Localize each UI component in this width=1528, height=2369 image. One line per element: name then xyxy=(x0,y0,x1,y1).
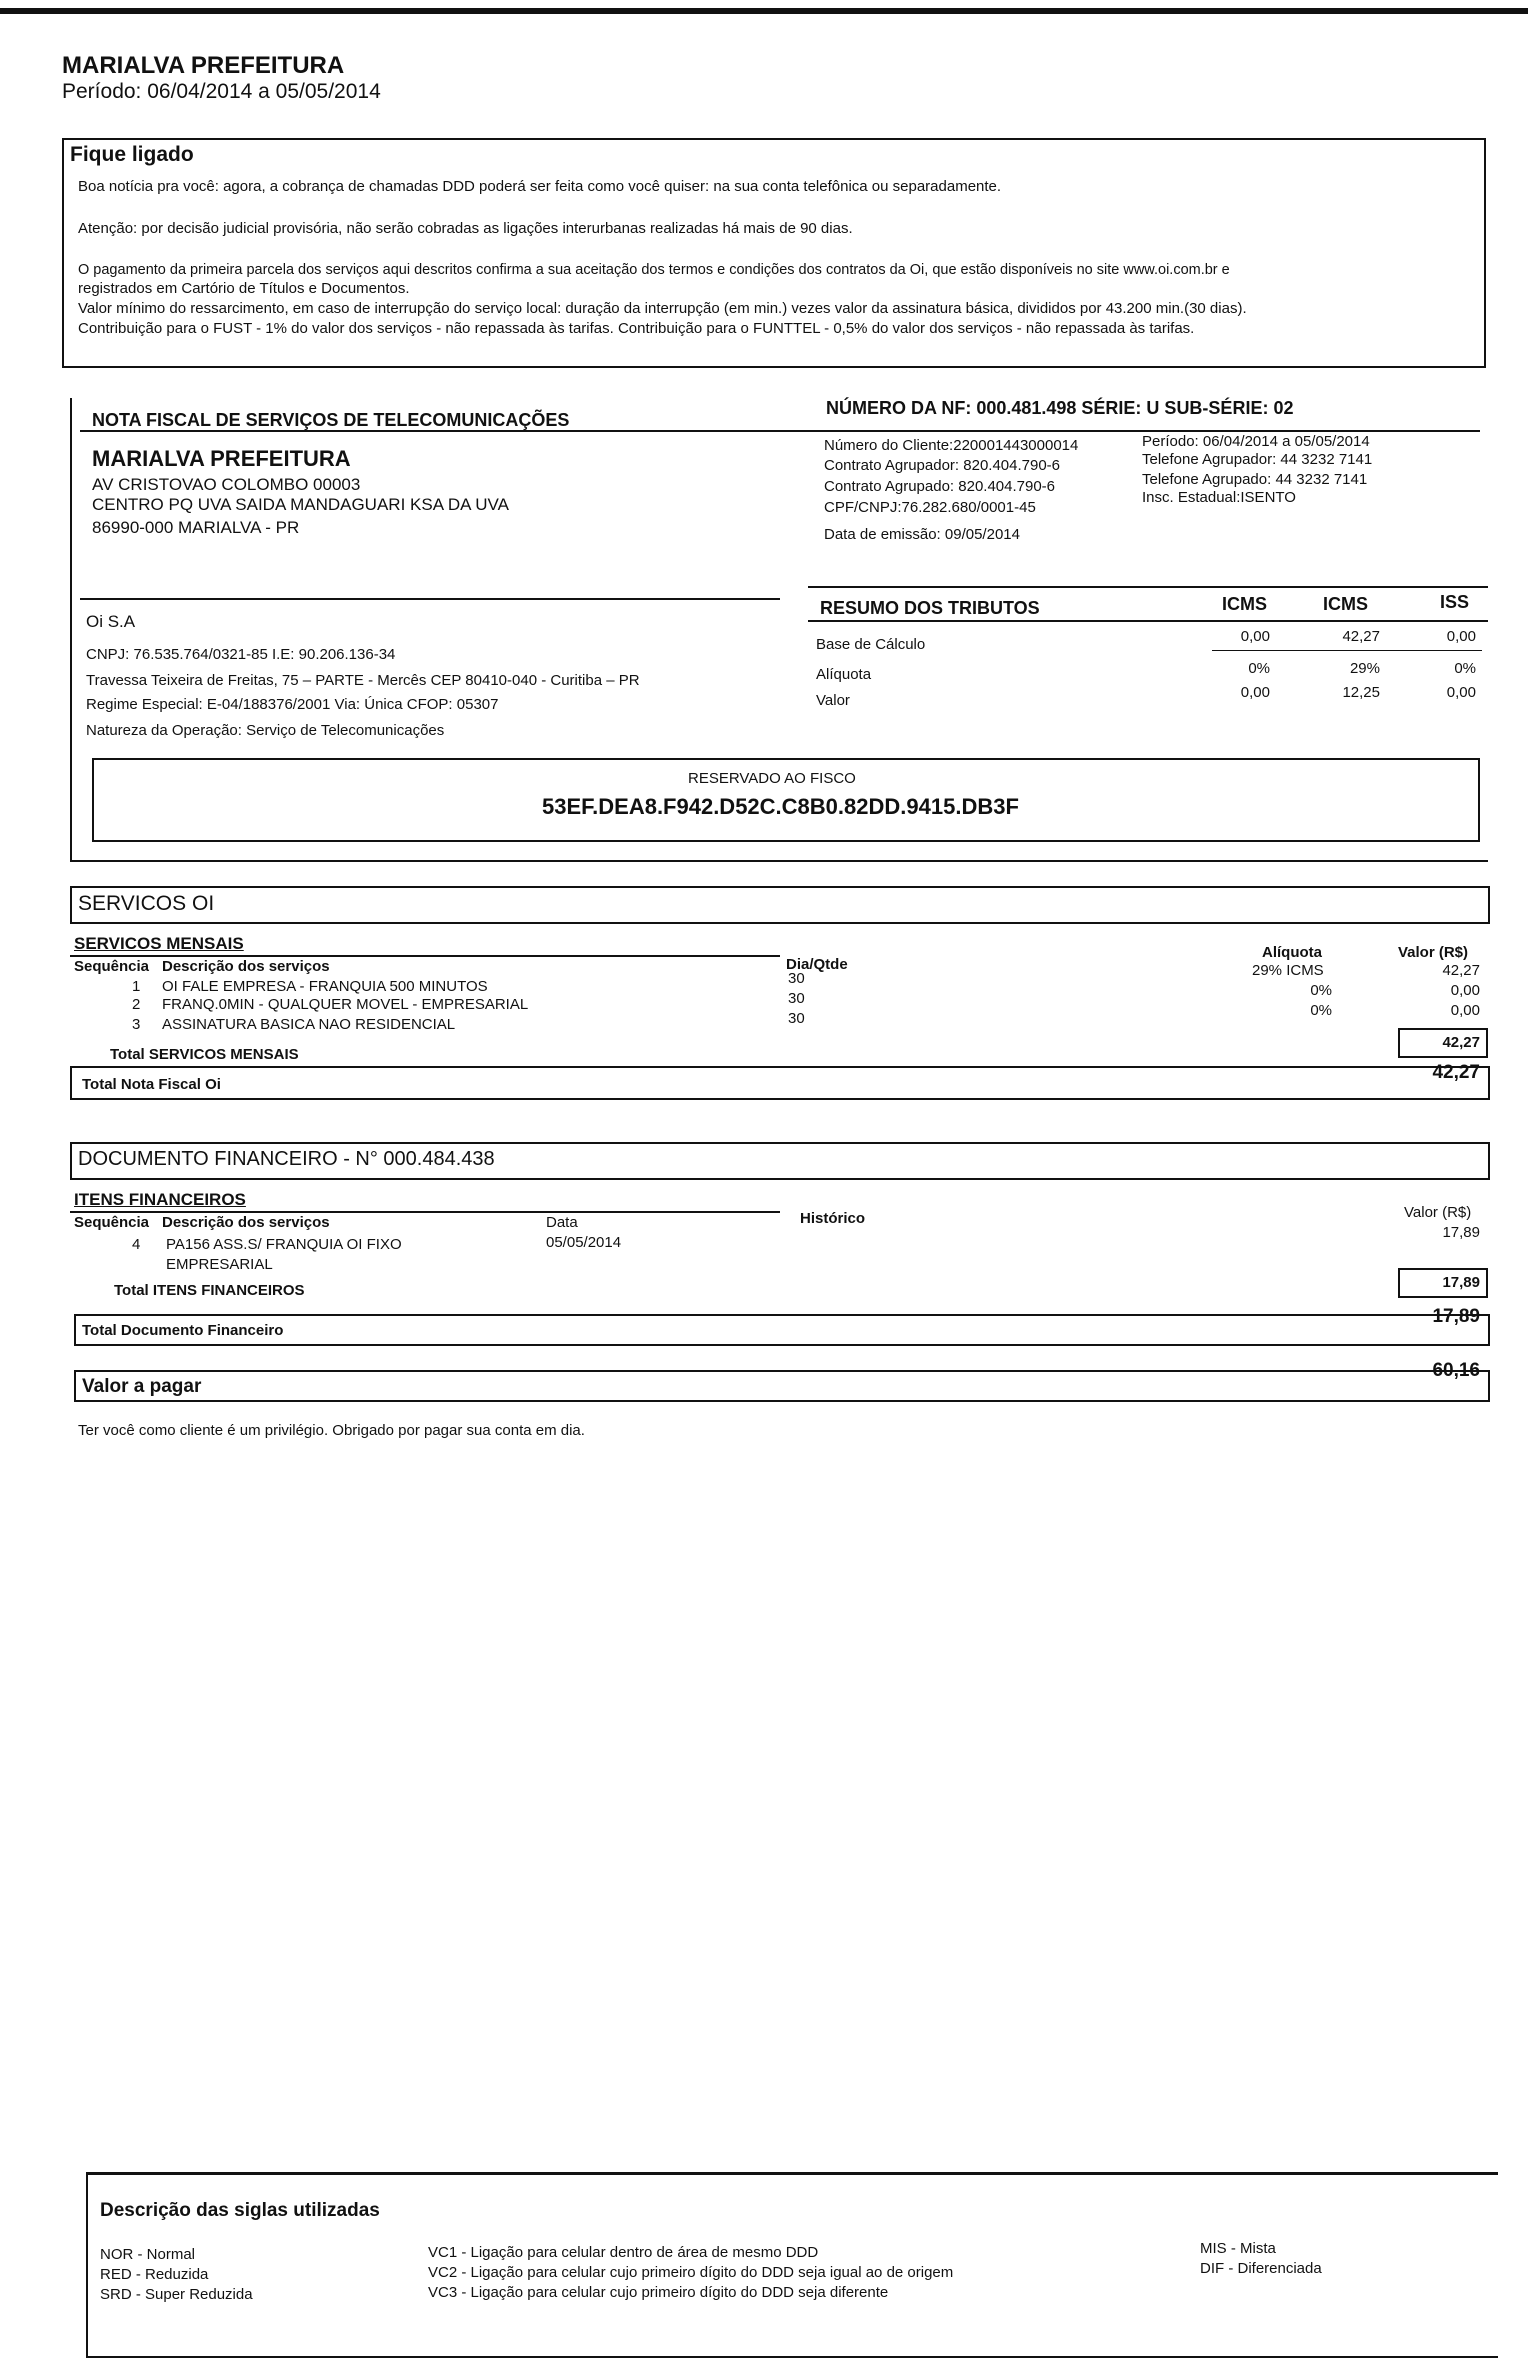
fin-desc: EMPRESARIAL xyxy=(166,1256,273,1273)
financeiro-group-title: ITENS FINANCEIROS xyxy=(74,1190,246,1209)
tributos-top-rule xyxy=(808,586,1488,588)
fin-seq: 4 xyxy=(132,1236,141,1253)
fin-valor: 17,89 xyxy=(1442,1224,1480,1241)
service-aliq: 0% xyxy=(1310,1002,1332,1019)
sigla-item: SRD - Super Reduzida xyxy=(100,2286,253,2303)
col-hist: Histórico xyxy=(800,1210,866,1227)
issuer-rule xyxy=(80,598,780,600)
service-desc: ASSINATURA BASICA NAO RESIDENCIAL xyxy=(162,1016,456,1033)
service-seq: 3 xyxy=(132,1016,141,1033)
fisco-code: 53EF.DEA8.F942.D52C.C8B0.82DD.9415.DB3F xyxy=(542,794,1019,819)
tributos-value: 0,00 xyxy=(1240,684,1270,701)
col-seq: Sequência xyxy=(74,1214,150,1231)
tributos-header-rule xyxy=(808,620,1488,622)
sigla-item: DIF - Diferenciada xyxy=(1200,2260,1322,2277)
issuer-line: Regime Especial: E-04/188376/2001 Via: Única CFOP: 05307 xyxy=(86,696,499,713)
client-address: CENTRO PQ UVA SAIDA MANDAGUARI KSA DA UVA xyxy=(92,495,509,514)
period-label: Período: 06/04/2014 a 05/05/2014 xyxy=(62,80,381,103)
tributos-label: Base de Cálculo xyxy=(816,636,926,653)
sigla-item: VC2 - Ligação para celular cujo primeiro dígito do DDD seja igual ao de origem xyxy=(428,2264,954,2281)
nf-number: NÚMERO DA NF: 000.481.498 SÉRIE: U SUB-SÉRIE: 02 xyxy=(826,398,1294,418)
nf-title: NOTA FISCAL DE SERVIÇOS DE TELECOMUNICAÇÕES xyxy=(92,410,570,430)
col-desc: Descrição dos serviços xyxy=(162,958,330,975)
period-info: Período: 06/04/2014 a 05/05/2014 xyxy=(1142,433,1370,450)
tributos-value: 29% xyxy=(1349,660,1380,677)
service-valor: 42,27 xyxy=(1442,962,1480,979)
fin-desc: PA156 ASS.S/ FRANQUIA OI FIXO xyxy=(166,1236,402,1253)
period-info: Telefone Agrupado: 44 3232 7141 xyxy=(1142,471,1368,488)
client-name: MARIALVA PREFEITURA xyxy=(92,446,351,471)
issuer-line: Travessa Teixeira de Freitas, 75 – PARTE - Mercês CEP 80410-040 - Curitiba – PR xyxy=(86,672,640,689)
tributos-value: 42,27 xyxy=(1342,628,1380,645)
tributos-label: Valor xyxy=(816,692,850,709)
col-valor: Valor (R$) xyxy=(1404,1204,1472,1221)
service-seq: 2 xyxy=(132,996,141,1013)
siglas-top-rule xyxy=(86,2172,1498,2175)
tributos-col: ISS xyxy=(1440,592,1470,612)
notice-line: Atenção: por decisão judicial provisória, não serão cobradas as ligações interurbanas realizadas há mais de 90 dias. xyxy=(78,220,853,237)
siglas-title: Descrição das siglas utilizadas xyxy=(100,2200,380,2221)
siglas-left-rule xyxy=(86,2172,88,2356)
col-seq: Sequência xyxy=(74,958,150,975)
service-seq: 1 xyxy=(132,978,141,995)
nf-frame-left xyxy=(70,398,72,860)
client-info: Contrato Agrupado: 820.404.790-6 xyxy=(824,478,1056,495)
issuer-line: CNPJ: 76.535.764/0321-85 I.E: 90.206.136-34 xyxy=(86,646,396,663)
top-rule xyxy=(0,8,1528,14)
servicos-section-box xyxy=(70,886,1490,924)
tributos-value: 0,00 xyxy=(1446,684,1476,701)
service-qtde: 30 xyxy=(788,990,805,1007)
client-address: AV CRISTOVAO COLOMBO 00003 xyxy=(92,475,361,494)
sigla-item: VC3 - Ligação para celular cujo primeiro dígito do DDD seja diferente xyxy=(428,2284,889,2301)
client-info: CPF/CNPJ:76.282.680/0001-45 xyxy=(824,499,1036,516)
doc-total-label: Total Documento Financeiro xyxy=(82,1322,284,1339)
tributos-value: 0,00 xyxy=(1446,628,1476,645)
period-info: Telefone Agrupador: 44 3232 7141 xyxy=(1142,451,1373,468)
service-valor: 0,00 xyxy=(1450,1002,1480,1019)
period-info: Insc. Estadual:ISENTO xyxy=(1142,489,1296,506)
tributos-value: 0,00 xyxy=(1240,628,1270,645)
nf-total-value: 42,27 xyxy=(1432,1062,1480,1083)
financeiro-total-label: Total ITENS FINANCEIROS xyxy=(114,1282,305,1299)
servicos-section-title: SERVICOS OI xyxy=(78,892,215,915)
service-valor: 0,00 xyxy=(1450,982,1480,999)
nf-total-label: Total Nota Fiscal Oi xyxy=(82,1076,221,1093)
client-info: Número do Cliente:220001443000014 xyxy=(824,437,1079,454)
sigla-item: RED - Reduzida xyxy=(100,2266,209,2283)
servicos-group-title: SERVICOS MENSAIS xyxy=(74,934,244,953)
notice-line: Valor mínimo do ressarcimento, em caso de interrupção do serviço local: duração da interrupção (em min.) vezes valor da assinatura básica, divididos por 43.200 min.(30 dias). xyxy=(78,300,1247,317)
emission-date: Data de emissão: 09/05/2014 xyxy=(824,526,1020,543)
col-valor: Valor (R$) xyxy=(1398,944,1469,961)
tributos-value: 0% xyxy=(1248,660,1270,677)
tributos-row-rule xyxy=(1212,650,1482,651)
service-aliq: 29% ICMS xyxy=(1252,962,1324,979)
notice-line: Contribuição para o FUST - 1% do valor dos serviços - não repassada às tarifas. Contribuição para o FUNTTEL - 0,5% do valor dos serviços - não repassada às tarifas. xyxy=(78,320,1195,337)
sigla-item: VC1 - Ligação para celular dentro de área de mesmo DDD xyxy=(428,2244,819,2261)
col-desc: Descrição dos serviços xyxy=(162,1214,330,1231)
fisco-label: RESERVADO AO FISCO xyxy=(688,770,856,787)
financeiro-section-title: DOCUMENTO FINANCEIRO - N° 000.484.438 xyxy=(78,1148,495,1170)
sigla-item: MIS - Mista xyxy=(1200,2240,1276,2257)
financeiro-total-value: 17,89 xyxy=(1442,1274,1480,1291)
notice-line: Boa notícia pra você: agora, a cobrança de chamadas DDD poderá ser feita como você quiser: na sua conta telefônica ou separadamente. xyxy=(78,178,1002,195)
service-desc: OI FALE EMPRESA - FRANQUIA 500 MINUTOS xyxy=(162,978,488,995)
servicos-total-value: 42,27 xyxy=(1442,1034,1480,1051)
client-address: 86990-000 MARIALVA - PR xyxy=(92,518,300,537)
service-qtde: 30 xyxy=(788,1010,805,1027)
pagar-value: 60,16 xyxy=(1432,1360,1480,1381)
client-info: Contrato Agrupador: 820.404.790-6 xyxy=(824,457,1061,474)
notice-title: Fique ligado xyxy=(70,143,194,166)
siglas-bottom-rule xyxy=(86,2356,1498,2358)
col-data: Data xyxy=(546,1214,578,1231)
tributos-col: ICMS xyxy=(1222,594,1267,614)
service-qtde: 30 xyxy=(788,970,805,987)
nf-total-box xyxy=(70,1066,1490,1100)
issuer-name: Oi S.A xyxy=(86,612,136,631)
nf-frame-bottom xyxy=(70,860,1488,862)
col-qtde: Dia/Qtde xyxy=(786,956,848,973)
notice-line: O pagamento da primeira parcela dos serviços aqui descritos confirma a sua aceitação dos termos e condições dos contratos da Oi, que estão disponíveis no site www.oi.com.br e xyxy=(78,262,1230,278)
tributos-value: 0% xyxy=(1454,660,1476,677)
notice-line: registrados em Cartório de Títulos e Documentos. xyxy=(78,280,410,297)
financeiro-group-rule xyxy=(70,1211,780,1213)
fin-data: 05/05/2014 xyxy=(546,1234,622,1251)
tributos-col: ICMS xyxy=(1323,594,1368,614)
service-desc: FRANQ.0MIN - QUALQUER MOVEL - EMPRESARIAL xyxy=(162,996,529,1013)
doc-total-box xyxy=(74,1314,1490,1346)
tributos-value: 12,25 xyxy=(1342,684,1380,701)
company-name: MARIALVA PREFEITURA xyxy=(62,52,345,79)
thanks-message: Ter você como cliente é um privilégio. Obrigado por pagar sua conta em dia. xyxy=(78,1422,585,1439)
doc-total-value: 17,89 xyxy=(1432,1306,1480,1327)
issuer-line: Natureza da Operação: Serviço de Telecomunicações xyxy=(86,722,445,739)
sigla-item: NOR - Normal xyxy=(100,2246,196,2263)
tributos-label: Alíquota xyxy=(816,666,872,683)
col-aliq: Alíquota xyxy=(1262,944,1322,961)
pagar-box xyxy=(74,1370,1490,1402)
service-aliq: 0% xyxy=(1310,982,1332,999)
servicos-total-label: Total SERVICOS MENSAIS xyxy=(110,1046,299,1063)
pagar-label: Valor a pagar xyxy=(82,1376,202,1397)
servicos-group-rule xyxy=(70,955,780,957)
tributos-title: RESUMO DOS TRIBUTOS xyxy=(820,598,1040,618)
